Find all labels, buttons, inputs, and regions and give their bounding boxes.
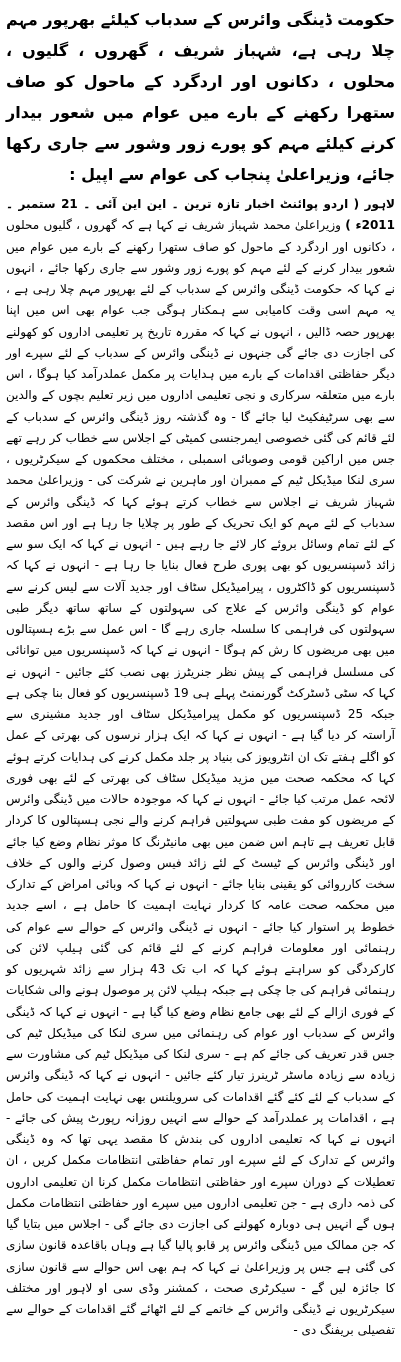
article-body: [6, 194, 395, 1342]
article-headline: حکومت ڈینگی وائرس کے سدباب کیلئے بھرپور مہم چلا رہی ہے، شہباز شریف ، گھروں ، گلیوں ، محلوں ، دکانوں اور اردگرد کے ماحول کو صاف ستھرا رکھنے کے بارے میں عوام میں شعور بیدار کرنے کیلئے مہم کو پورے زور وشور سے جاری رکھا جائے، وزیراعلیٰ پنجاب کی عوام سے اپیل :: [6, 10, 395, 184]
article-dateline: لاہور ( اردو پوائنٹ اخبار تازہ ترین ۔ این این آئی ۔ 21 ستمبر ۔ 2011ء ): [6, 197, 395, 233]
article-body-text: وزیراعلیٰ محمد شہباز شریف نے کہا ہے کہ گھروں ، گلیوں محلوں ، دکانوں اور اردگرد کے ماحول کو صاف ستھرا رکھنے کے بارے میں عوام میں شعور بیدار کرنے کے لئے مہم کو پورے زور وشور سے جاری رکھا جائے ، انہوں نے کہا کہ حکومت ڈینگی وائرس کے سدباب کے لئے بھرپور مہم چلا رہی ہے ، یہ مہم اسی وقت کامیابی سے ہمکنار ہوگی جب عوام بھی اس میں اپنا بھرپور حصہ ڈالیں ، انہوں نے کہا کہ مقررہ تاریخ پر تعلیمی اداروں کو کھولنے کی اجازت دی جائے گی جنہوں نے ڈینگی وائرس کے سدباب کے لئے سپرے اور دیگر حفاظتی اقدامات کے بارے میں ہدایات پر مکمل عملدرآمد کیا ہوگا ، اس بارے میں متعلقہ سرکاری و نجی تعلیمی اداروں میں زیر تعلیم بچوں کے والدین سے بھی سرٹیفکیٹ لیا جائے گا - وہ گذشتہ روز ڈینگی وائرس کے سدباب کے لئے قائم کی گئی خصوصی ایمرجنسی کمیٹی کے اجلاس سے خطاب کر رہے تھے جس میں اراکین قومی وصوبائی اسمبلی ، مختلف محکموں کے سیکرٹریوں ، سری لنکا میڈیکل ٹیم کے ممبران اور ماہرین نے شرکت کی - وزیراعلیٰ محمد شہباز شریف نے اجلاس سے خطاب کرتے ہوئے کہا کہ ڈینگی وائرس کے سدباب کے لئے مہم کو ایک تحریک کے طور پر چلایا جا رہا ہے اور اس مقصد کے لئے تمام وسائل بروئے کار لائے جا رہے ہیں - انہوں نے کہا کہ ایک سو سے زائد ڈسپنسریوں کو بھی پوری طرح فعال بنایا جا رہا ہے - انہوں نے کہا کہ ڈسپنسریوں کو ڈاکٹروں ، پیرامیڈیکل سٹاف اور جدید آلات سے لیس کرنے سے عوام کو ڈینگی وائرس کے علاج کی سہولتوں کے ساتھ ساتھ دیگر طبی سہولتوں کی فراہمی کا سلسلہ جاری رہے گا - اس عمل سے بڑے ہسپتالوں میں بھی مریضوں کا رش کم ہوگا - انہوں نے کہا کہ ڈسپنسریوں میں توانائی کی مسلسل فراہمی کے پیش نظر جنریٹرز بھی نصب کئے جائیں - انہوں نے کہا کہ سٹی ڈسٹرکٹ گورنمنٹ پہلے ہی 19 ڈسپنسریوں کو فعال بنا چکی ہے جبکہ 25 ڈسپنسریوں کو مکمل پیرامیڈیکل سٹاف اور جدید مشینری سے آراستہ کر دیا گیا ہے - انہوں نے کہا کہ ایک ہزار نرسوں کی بھرتی کے عمل کو اگلے ہفتے تک ان انٹرویوز کی بنیاد پر جلد مکمل کرنے کی ہدایات کرتے ہوئے کہا کہ محکمہ صحت میں مزید میڈیکل سٹاف کی بھرتی کے لئے بھی فوری لائحہ عمل مرتب کیا جائے - انہوں نے کہا کہ موجودہ حالات میں ڈینگی وائرس کے مریضوں کو مفت طبی سہولتیں فراہم کرنے والے نجی ہسپتالوں کا کردار قابل تعریف ہے تاہم اس ضمن میں بھی مانیٹرنگ کا موثر نظام وضع کیا جائے اور ڈینگی وائرس کے ٹیسٹ کے لئے زائد فیس وصول کرنے والوں کے خلاف سخت کارروائی کو یقینی بنایا جائے - انہوں نے کہا کہ وبائی امراض کے تدارک میں محکمہ صحت عامہ کا کردار نہایت اہمیت کا حامل ہے ، اسے جدید خطوط پر استوار کیا جائے - انہوں نے ڈینگی وائرس کے حوالے سے عوام کی رہنمائی اور معلومات فراہم کرنے کے لئے قائم کی گئی ہیلپ لائن کی کارکردگی کو سراہتے ہوئے کہا کہ اب تک 43 ہزار سے زائد شہریوں کو رہنمائی فراہم کی جا چکی ہے جبکہ ہیلپ لائن پر موصول ہونے والی شکایات کے فوری ازالے کے لئے بھی جامع نظام وضع کیا گیا ہے - انہوں نے کہا کہ ڈینگی وائرس کے سدباب اور عوام کی رہنمائی میں سری لنکا کی میڈیکل ٹیم کی جس قدر تعریف کی جائے کم ہے - سری لنکا کی میڈیکل ٹیم کی مشاورت سے زیادہ سے زیادہ ماسٹر ٹرینرز تیار کئے جائیں - انہوں نے کہا کہ ڈینگی وائرس کے سدباب کے لئے کئے گئے اقدامات کی سرویلنس بھی نہایت اہمیت کی حامل ہے ، اقدامات پر عملدرآمد کے حوالے سے انہیں روزانہ رپورٹ پیش کی جائے - انہوں نے کہا کہ تعلیمی اداروں کی بندش کا مقصد یہی تھا کہ وہ ڈینگی وائرس کے تدارک کے لئے سپرے اور تمام حفاظتی انتظامات مکمل کریں ، ان تعطیلات کے دوران سپرے اور حفاظتی انتظامات مکمل کرنا ان تعلیمی اداروں کی ذمہ داری ہے - جن تعلیمی اداروں میں سپرے اور حفاظتی انتظامات مکمل ہوں گے انہیں ہی دوبارہ کھولنے کی اجازت دی جائے گی - اجلاس میں بتایا گیا کہ جن ممالک میں ڈینگی وائرس پر قابو پالیا گیا ہے وہاں باقاعدہ قانون سازی کی گئی ہے جس پر وزیراعلیٰ نے کہا کہ ہم بھی اس حوالے سے قانون سازی کا جائزہ لیں گے - سیکرٹری صحت ، کمشنر وڈی سی او لاہور اور مختلف سیکرٹریوں نے ڈینگی وائرس کے خاتمے کے لئے اٹھائے گئے اقدامات کے حوالے سے تفصیلی بریفنگ دی -: [6, 218, 396, 1338]
